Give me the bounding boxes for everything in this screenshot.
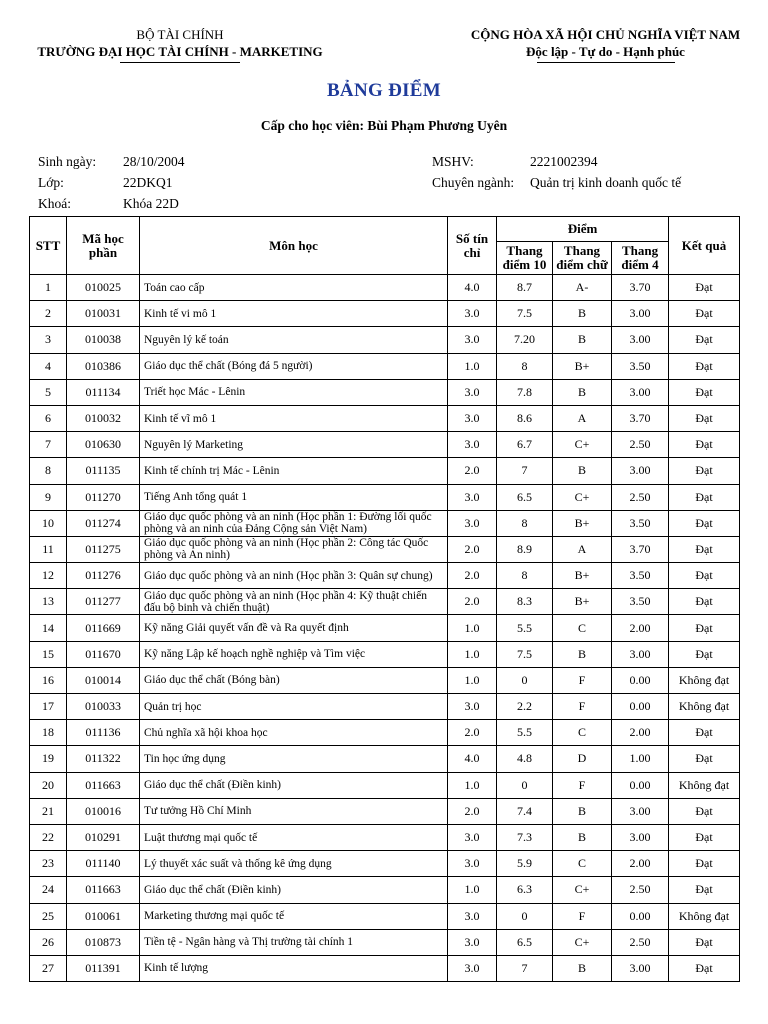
table-row — [30, 824, 740, 850]
cell-result: Đạt — [669, 353, 740, 379]
table-row — [30, 903, 740, 929]
cell-scale-4: 2.50 — [612, 929, 669, 955]
cell-course-code: 011136 — [67, 720, 140, 746]
cell-subject: Kinh tế lượng — [140, 955, 448, 981]
cell-scale-4: 3.00 — [612, 327, 669, 353]
table-row — [30, 851, 740, 877]
cell-result: Đạt — [669, 929, 740, 955]
cell-subject: Tiếng Anh tổng quát 1 — [140, 484, 448, 510]
table-row — [30, 327, 740, 353]
cell-course-code: 010014 — [67, 667, 140, 693]
table-row — [30, 615, 740, 641]
cell-subject: Giáo dục quốc phòng và an ninh (Học phần 3: Quân sự chung) — [140, 563, 448, 589]
cohort-label: Khoá: — [38, 196, 71, 211]
cell-letter-grade: C — [553, 615, 612, 641]
cell-result: Không đạt — [669, 903, 740, 929]
cell-scale-10: 0 — [497, 903, 553, 929]
cell-credits: 1.0 — [448, 667, 497, 693]
col-scale-4: Thang điểm 4 — [612, 242, 669, 275]
cell-letter-grade: B — [553, 798, 612, 824]
cell-stt: 3 — [30, 327, 67, 353]
cell-stt: 8 — [30, 458, 67, 484]
col-score-group: Điểm — [497, 217, 669, 242]
cell-stt: 17 — [30, 694, 67, 720]
col-credits: Số tín chỉ — [448, 217, 497, 275]
cell-result: Không đạt — [669, 772, 740, 798]
cell-scale-4: 2.00 — [612, 851, 669, 877]
cell-subject: Kinh tế chính trị Mác - Lênin — [140, 458, 448, 484]
cell-scale-10: 7.3 — [497, 824, 553, 850]
cell-stt: 12 — [30, 563, 67, 589]
country-name: CỘNG HÒA XÃ HỘI CHỦ NGHĨA VIỆT NAM — [470, 27, 741, 42]
cell-course-code: 011275 — [67, 536, 140, 562]
cell-scale-4: 2.00 — [612, 720, 669, 746]
cell-letter-grade: B+ — [553, 589, 612, 615]
cell-stt: 19 — [30, 746, 67, 772]
cell-scale-10: 5.5 — [497, 720, 553, 746]
cell-scale-4: 3.50 — [612, 353, 669, 379]
cell-letter-grade: D — [553, 746, 612, 772]
cell-result: Đạt — [669, 851, 740, 877]
cell-credits: 1.0 — [448, 615, 497, 641]
table-row — [30, 275, 740, 301]
cell-scale-4: 0.00 — [612, 667, 669, 693]
cell-course-code: 011391 — [67, 955, 140, 981]
grades-table-header — [30, 217, 740, 275]
cell-result: Đạt — [669, 327, 740, 353]
cell-scale-10: 8 — [497, 510, 553, 536]
cell-course-code: 010873 — [67, 929, 140, 955]
cell-scale-4: 3.00 — [612, 824, 669, 850]
cell-credits: 1.0 — [448, 772, 497, 798]
cell-result: Đạt — [669, 746, 740, 772]
major-label: Chuyên ngành: — [432, 175, 515, 190]
cell-course-code: 010630 — [67, 432, 140, 458]
cohort-value: Khóa 22D — [123, 196, 179, 211]
col-subject: Môn học — [140, 217, 448, 275]
cell-credits: 2.0 — [448, 798, 497, 824]
cell-subject: Kỹ năng Lập kế hoạch nghề nghiệp và Tìm việc — [140, 641, 448, 667]
cell-letter-grade: B — [553, 327, 612, 353]
table-row — [30, 432, 740, 458]
cell-result: Đạt — [669, 589, 740, 615]
cell-subject: Chủ nghĩa xã hội khoa học — [140, 720, 448, 746]
cell-scale-4: 3.70 — [612, 275, 669, 301]
table-row — [30, 746, 740, 772]
cell-subject: Lý thuyết xác suất và thống kê ứng dụng — [140, 851, 448, 877]
table-row — [30, 379, 740, 405]
cell-course-code: 011670 — [67, 641, 140, 667]
cell-result: Đạt — [669, 458, 740, 484]
table-row — [30, 694, 740, 720]
cell-course-code: 010386 — [67, 353, 140, 379]
header-underline — [120, 62, 240, 63]
cell-scale-4: 3.00 — [612, 301, 669, 327]
cell-credits: 3.0 — [448, 851, 497, 877]
cell-stt: 1 — [30, 275, 67, 301]
cell-scale-4: 3.50 — [612, 510, 669, 536]
table-row — [30, 563, 740, 589]
cell-scale-10: 8.6 — [497, 405, 553, 431]
cell-course-code: 011663 — [67, 877, 140, 903]
cell-scale-4: 3.00 — [612, 379, 669, 405]
cell-scale-10: 5.5 — [497, 615, 553, 641]
cell-scale-10: 0 — [497, 667, 553, 693]
cell-course-code: 011322 — [67, 746, 140, 772]
col-result: Kết quả — [669, 217, 740, 275]
cell-stt: 6 — [30, 405, 67, 431]
table-row — [30, 484, 740, 510]
cell-course-code: 011140 — [67, 851, 140, 877]
cell-subject: Kinh tế vi mô 1 — [140, 301, 448, 327]
cell-letter-grade: C+ — [553, 877, 612, 903]
cell-stt: 22 — [30, 824, 67, 850]
cell-scale-10: 0 — [497, 772, 553, 798]
cell-letter-grade: A- — [553, 275, 612, 301]
cell-scale-10: 6.5 — [497, 929, 553, 955]
cell-subject: Tư tưởng Hồ Chí Minh — [140, 798, 448, 824]
cell-scale-4: 3.00 — [612, 458, 669, 484]
cell-result: Đạt — [669, 432, 740, 458]
cell-credits: 3.0 — [448, 327, 497, 353]
major-value: Quản trị kinh doanh quốc tế — [530, 175, 682, 190]
cell-letter-grade: B+ — [553, 353, 612, 379]
cell-result: Đạt — [669, 275, 740, 301]
cell-scale-4: 2.50 — [612, 877, 669, 903]
cell-subject: Quản trị học — [140, 694, 448, 720]
cell-scale-4: 3.70 — [612, 405, 669, 431]
cell-letter-grade: C — [553, 720, 612, 746]
cell-stt: 14 — [30, 615, 67, 641]
table-row — [30, 955, 740, 981]
col-scale-10: Thang điểm 10 — [497, 242, 553, 275]
table-row — [30, 510, 740, 536]
cell-letter-grade: A — [553, 536, 612, 562]
cell-stt: 11 — [30, 536, 67, 562]
institution-header — [30, 26, 330, 63]
student-info-right — [432, 151, 752, 193]
cell-subject: Giáo dục thể chất (Điền kinh) — [140, 772, 448, 798]
cell-stt: 13 — [30, 589, 67, 615]
cell-scale-10: 8 — [497, 353, 553, 379]
motto-underline — [537, 62, 675, 63]
table-row — [30, 772, 740, 798]
student-id-value: 2221002394 — [530, 154, 598, 169]
cell-letter-grade: F — [553, 903, 612, 929]
cell-scale-10: 8.7 — [497, 275, 553, 301]
cell-credits: 3.0 — [448, 824, 497, 850]
cell-letter-grade: C+ — [553, 484, 612, 510]
cell-subject: Tin học ứng dụng — [140, 746, 448, 772]
table-row — [30, 405, 740, 431]
cell-scale-4: 3.70 — [612, 536, 669, 562]
cell-scale-10: 7.4 — [497, 798, 553, 824]
cell-scale-10: 6.7 — [497, 432, 553, 458]
document-subtitle: Cấp cho học viên: Bùi Phạm Phương Uyên — [260, 118, 508, 133]
cell-course-code: 010061 — [67, 903, 140, 929]
cell-result: Đạt — [669, 563, 740, 589]
cell-credits: 1.0 — [448, 641, 497, 667]
document-title: BẢNG ĐIỂM — [326, 80, 442, 101]
cell-scale-10: 8.9 — [497, 536, 553, 562]
cell-credits: 3.0 — [448, 432, 497, 458]
cell-letter-grade: B — [553, 824, 612, 850]
table-row — [30, 667, 740, 693]
cell-result: Đạt — [669, 510, 740, 536]
ministry-name: BỘ TÀI CHÍNH — [136, 27, 224, 42]
cell-stt: 5 — [30, 379, 67, 405]
cell-subject: Giáo dục thể chất (Điền kinh) — [140, 877, 448, 903]
cell-course-code: 011277 — [67, 589, 140, 615]
cell-scale-4: 2.00 — [612, 615, 669, 641]
student-info-left — [38, 151, 398, 214]
cell-letter-grade: B — [553, 379, 612, 405]
cell-scale-10: 4.8 — [497, 746, 553, 772]
cell-result: Không đạt — [669, 694, 740, 720]
cell-course-code: 010025 — [67, 275, 140, 301]
cell-subject: Giáo dục thể chất (Bóng đá 5 người) — [140, 353, 448, 379]
cell-result: Đạt — [669, 641, 740, 667]
cell-letter-grade: B — [553, 458, 612, 484]
cell-letter-grade: F — [553, 772, 612, 798]
cell-scale-4: 1.00 — [612, 746, 669, 772]
cell-course-code: 011270 — [67, 484, 140, 510]
table-row — [30, 641, 740, 667]
cell-credits: 1.0 — [448, 353, 497, 379]
cell-subject: Giáo dục quốc phòng và an ninh (Học phần 2: Công tác Quốc phòng và An ninh) — [140, 536, 448, 562]
cell-subject: Luật thương mại quốc tế — [140, 824, 448, 850]
class-value: 22DKQ1 — [123, 175, 173, 190]
cell-credits: 3.0 — [448, 484, 497, 510]
cell-course-code: 010038 — [67, 327, 140, 353]
cell-scale-4: 3.50 — [612, 563, 669, 589]
cell-subject: Kinh tế vĩ mô 1 — [140, 405, 448, 431]
cell-subject: Marketing thương mại quốc tế — [140, 903, 448, 929]
cell-credits: 1.0 — [448, 877, 497, 903]
cell-letter-grade: B+ — [553, 510, 612, 536]
table-row — [30, 929, 740, 955]
cell-subject: Giáo dục thể chất (Bóng bàn) — [140, 667, 448, 693]
cell-credits: 3.0 — [448, 955, 497, 981]
cell-stt: 20 — [30, 772, 67, 798]
cell-scale-10: 7 — [497, 458, 553, 484]
cell-subject: Giáo dục quốc phòng và an ninh (Học phần 1: Đường lối quốc phòng và an ninh của Đảng Cộng sản Việt Nam) — [140, 510, 448, 536]
cell-credits: 3.0 — [448, 694, 497, 720]
table-row — [30, 536, 740, 562]
cell-result: Đạt — [669, 615, 740, 641]
cell-scale-10: 7.8 — [497, 379, 553, 405]
cell-result: Đạt — [669, 877, 740, 903]
cell-stt: 15 — [30, 641, 67, 667]
cell-credits: 4.0 — [448, 275, 497, 301]
cell-stt: 7 — [30, 432, 67, 458]
cell-result: Đạt — [669, 536, 740, 562]
cell-result: Đạt — [669, 824, 740, 850]
cell-credits: 4.0 — [448, 746, 497, 772]
col-letter-grade: Thang điểm chữ — [553, 242, 612, 275]
cell-stt: 26 — [30, 929, 67, 955]
national-header — [468, 26, 743, 63]
cell-letter-grade: B — [553, 955, 612, 981]
cell-scale-10: 7.5 — [497, 301, 553, 327]
cell-subject: Giáo dục quốc phòng và an ninh (Học phần 4: Kỹ thuật chiến đấu bộ binh và chiến thuật) — [140, 589, 448, 615]
cell-letter-grade: C+ — [553, 929, 612, 955]
cell-credits: 2.0 — [448, 458, 497, 484]
cell-stt: 24 — [30, 877, 67, 903]
table-row — [30, 353, 740, 379]
cell-letter-grade: B+ — [553, 563, 612, 589]
cell-result: Đạt — [669, 955, 740, 981]
class-label: Lớp: — [38, 175, 64, 190]
cell-result: Đạt — [669, 720, 740, 746]
cell-credits: 2.0 — [448, 589, 497, 615]
cell-scale-4: 0.00 — [612, 694, 669, 720]
cell-result: Đạt — [669, 301, 740, 327]
cell-scale-4: 0.00 — [612, 903, 669, 929]
grades-table-body — [30, 275, 740, 982]
cell-subject: Triết học Mác - Lênin — [140, 379, 448, 405]
cell-stt: 9 — [30, 484, 67, 510]
cell-subject: Toán cao cấp — [140, 275, 448, 301]
table-row — [30, 798, 740, 824]
table-row — [30, 720, 740, 746]
grades-table — [29, 216, 740, 982]
cell-credits: 2.0 — [448, 536, 497, 562]
cell-letter-grade: F — [553, 667, 612, 693]
cell-credits: 2.0 — [448, 563, 497, 589]
cell-scale-10: 7.20 — [497, 327, 553, 353]
table-row — [30, 458, 740, 484]
cell-letter-grade: B — [553, 641, 612, 667]
cell-course-code: 011663 — [67, 772, 140, 798]
national-motto: Độc lập - Tự do - Hạnh phúc — [526, 44, 685, 59]
cell-stt: 16 — [30, 667, 67, 693]
cell-course-code: 010033 — [67, 694, 140, 720]
cell-letter-grade: F — [553, 694, 612, 720]
cell-letter-grade: C+ — [553, 432, 612, 458]
cell-scale-10: 8.3 — [497, 589, 553, 615]
dob-label: Sinh ngày: — [38, 154, 97, 169]
cell-credits: 3.0 — [448, 929, 497, 955]
cell-course-code: 010291 — [67, 824, 140, 850]
cell-subject: Kỹ năng Giải quyết vấn đề và Ra quyết định — [140, 615, 448, 641]
cell-scale-4: 3.00 — [612, 955, 669, 981]
cell-credits: 3.0 — [448, 379, 497, 405]
cell-stt: 4 — [30, 353, 67, 379]
cell-credits: 3.0 — [448, 903, 497, 929]
cell-letter-grade: B — [553, 301, 612, 327]
cell-stt: 27 — [30, 955, 67, 981]
cell-result: Không đạt — [669, 667, 740, 693]
university-name: TRƯỜNG ĐẠI HỌC TÀI CHÍNH - MARKETING — [37, 44, 323, 59]
cell-stt: 18 — [30, 720, 67, 746]
cell-scale-4: 3.00 — [612, 798, 669, 824]
table-row — [30, 301, 740, 327]
cell-course-code: 010031 — [67, 301, 140, 327]
cell-scale-4: 0.00 — [612, 772, 669, 798]
cell-stt: 25 — [30, 903, 67, 929]
student-id-label: MSHV: — [432, 154, 474, 169]
cell-stt: 2 — [30, 301, 67, 327]
cell-scale-4: 2.50 — [612, 484, 669, 510]
cell-credits: 2.0 — [448, 720, 497, 746]
cell-result: Đạt — [669, 798, 740, 824]
cell-scale-4: 2.50 — [612, 432, 669, 458]
cell-scale-10: 7 — [497, 955, 553, 981]
cell-subject: Tiền tệ - Ngân hàng và Thị trường tài chính 1 — [140, 929, 448, 955]
cell-subject: Nguyên lý kế toán — [140, 327, 448, 353]
cell-scale-10: 5.9 — [497, 851, 553, 877]
cell-scale-4: 3.00 — [612, 641, 669, 667]
cell-result: Đạt — [669, 405, 740, 431]
cell-scale-4: 3.50 — [612, 589, 669, 615]
table-row — [30, 589, 740, 615]
cell-scale-10: 8 — [497, 563, 553, 589]
cell-stt: 21 — [30, 798, 67, 824]
cell-letter-grade: C — [553, 851, 612, 877]
cell-course-code: 010032 — [67, 405, 140, 431]
cell-credits: 3.0 — [448, 510, 497, 536]
cell-scale-10: 6.5 — [497, 484, 553, 510]
cell-scale-10: 6.3 — [497, 877, 553, 903]
cell-letter-grade: A — [553, 405, 612, 431]
cell-course-code: 011135 — [67, 458, 140, 484]
cell-course-code: 010016 — [67, 798, 140, 824]
col-stt: STT — [30, 217, 67, 275]
cell-credits: 3.0 — [448, 405, 497, 431]
cell-result: Đạt — [669, 379, 740, 405]
cell-credits: 3.0 — [448, 301, 497, 327]
cell-scale-10: 7.5 — [497, 641, 553, 667]
cell-stt: 23 — [30, 851, 67, 877]
col-course-code: Mã học phần — [67, 217, 140, 275]
cell-course-code: 011274 — [67, 510, 140, 536]
cell-subject: Nguyên lý Marketing — [140, 432, 448, 458]
dob-value: 28/10/2004 — [123, 154, 185, 169]
cell-stt: 10 — [30, 510, 67, 536]
cell-course-code: 011669 — [67, 615, 140, 641]
cell-course-code: 011134 — [67, 379, 140, 405]
cell-result: Đạt — [669, 484, 740, 510]
cell-course-code: 011276 — [67, 563, 140, 589]
cell-scale-10: 2.2 — [497, 694, 553, 720]
table-row — [30, 877, 740, 903]
